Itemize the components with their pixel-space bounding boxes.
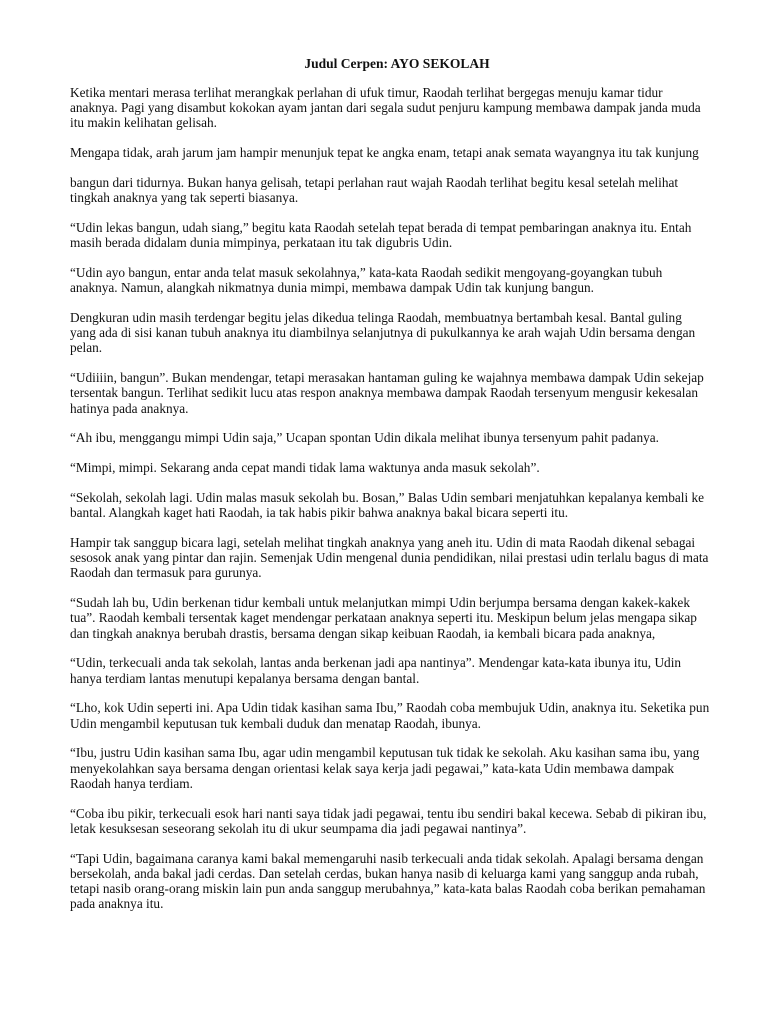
paragraph-7: “Udiiiin, bangun”. Bukan mendengar, tetapi merasakan hantaman guling ke wajahnya membawa dampak Udin sekejap tersentak bangun. Terlihat sedikit lucu atas respon anaknya membawa dampak Raodah tersenyum mengusir kekesalan hatinya pada anaknya.	[70, 370, 704, 416]
paragraph-6: Dengkuran udin masih terdengar begitu jelas dikedua telinga Raodah, membuatnya bertambah kesal. Bantal guling yang ada di sisi kanan tubuh anaknya itu diambilnya selanjutnya di pukulkannya ke arah wajah Udin bersama dengan pelan.	[70, 310, 696, 356]
paragraph-16: “Coba ibu pikir, terkecuali esok hari nanti saya tidak jadi pegawai, tentu ibu sendiri bakal kecewa. Sebab di pikiran ibu, letak kesuksesan seseorang sekolah itu di ukur seumpama dia jadi pegawai nantinya”.	[70, 805, 707, 836]
paragraph-14: “Lho, kok Udin seperti ini. Apa Udin tidak kasihan sama Ibu,” Raodah coba membujuk Udin, anaknya itu. Seketika pun Udin mengambil keputusan tuk kembali duduk dan menatap Raodah, ibunya.	[70, 700, 710, 731]
paragraph-10: “Sekolah, sekolah lagi. Udin malas masuk sekolah bu. Bosan,” Balas Udin sembari menjatuhkan kepalanya kembali ke bantal. Alangkah kaget hati Raodah, ia tak habis pikir bahwa anaknya bakal bicara seperti itu.	[70, 490, 705, 521]
paragraph-15: “Ibu, justru Udin kasihan sama Ibu, agar udin mengambil keputusan tuk tidak ke sekolah. Aku kasihan sama ibu, yang menyekolahkan saya bersama dengan orientasi kelak saya kerja jadi pegawai,” kata-kata Udin membawa dampak Raodah hanya terdiam.	[70, 745, 700, 791]
document-page	[70, 56, 710, 926]
paragraph-9: “Mimpi, mimpi. Sekarang anda cepat mandi tidak lama waktunya anda masuk sekolah”.	[70, 460, 540, 476]
document-title: Judul Cerpen: AYO SEKOLAH	[304, 56, 490, 71]
paragraph-5: “Udin ayo bangun, entar anda telat masuk sekolahnya,” kata-kata Raodah sedikit mengoyang-goyangkan tubuh anaknya. Namun, alangkah nikmatnya dunia mimpi, membawa dampak Udin tak kunjung bangun.	[70, 265, 663, 296]
paragraph-12: “Sudah lah bu, Udin berkenan tidur kembali untuk melanjutkan mimpi Udin berjumpa bersama dengan kakek-kakek tua”. Raodah kembali tersentak kaget mendengar perkataan anaknya seperti itu. Meskipun belum jelas mengapa sikap dan tingkah anaknya berubah drastis, bersama dengan sikap keibuan Raodah, ia kembali bicara pada anaknya,	[70, 595, 697, 641]
paragraph-1: Ketika mentari merasa terlihat merangkak perlahan di ufuk timur, Raodah terlihat bergegas menuju kamar tidur anaknya. Pagi yang disambut kokokan ayam jantan dari segala sudut penjuru kampung membawa dampak janda muda itu makin kelihatan gelisah.	[70, 85, 701, 131]
paragraph-2: Mengapa tidak, arah jarum jam hampir menunjuk tepat ke angka enam, tetapi anak semata wayangnya itu tak kunjung	[70, 145, 699, 161]
paragraph-11: Hampir tak sanggup bicara lagi, setelah melihat tingkah anaknya yang aneh itu. Udin di mata Raodah dikenal sebagai sesosok anak yang pintar dan rajin. Semenjak Udin mengenal dunia pendidikan, nilai prestasi udin terlalu bagus di mata Raodah dan termasuk para gurunya.	[70, 535, 709, 581]
paragraph-4: “Udin lekas bangun, udah siang,” begitu kata Raodah setelah tepat berada di tempat pembaringan anaknya itu. Entah masih berada didalam dunia mimpinya, perkataan itu tak digubris Udin.	[70, 220, 692, 251]
paragraph-3: bangun dari tidurnya. Bukan hanya gelisah, tetapi perlahan raut wajah Raodah terlihat begitu kesal setelah melihat tingkah anaknya yang tak seperti biasanya.	[70, 175, 679, 206]
paragraph-17: “Tapi Udin, bagaimana caranya kami bakal memengaruhi nasib terkecuali anda tidak sekolah. Apalagi bersama dengan bersekolah, anda bakal jadi cerdas. Dan setelah cerdas, bukan hanya nasib di keluarga kami yang sanggup anda rubah, tetapi nasib orang-orang miskin lain pun anda sanggup merubahnya,” kata-kata balas Raodah coba berikan pemahaman pada anaknya itu.	[70, 850, 706, 912]
paragraph-13: “Udin, terkecuali anda tak sekolah, lantas anda berkenan jadi apa nantinya”. Mendengar kata-kata ibunya itu, Udin hanya terdiam lantas menutupi kepalanya bersama dengan bantal.	[70, 655, 682, 686]
paragraph-8: “Ah ibu, menggangu mimpi Udin saja,” Ucapan spontan Udin dikala melihat ibunya tersenyum pahit padanya.	[70, 430, 659, 446]
